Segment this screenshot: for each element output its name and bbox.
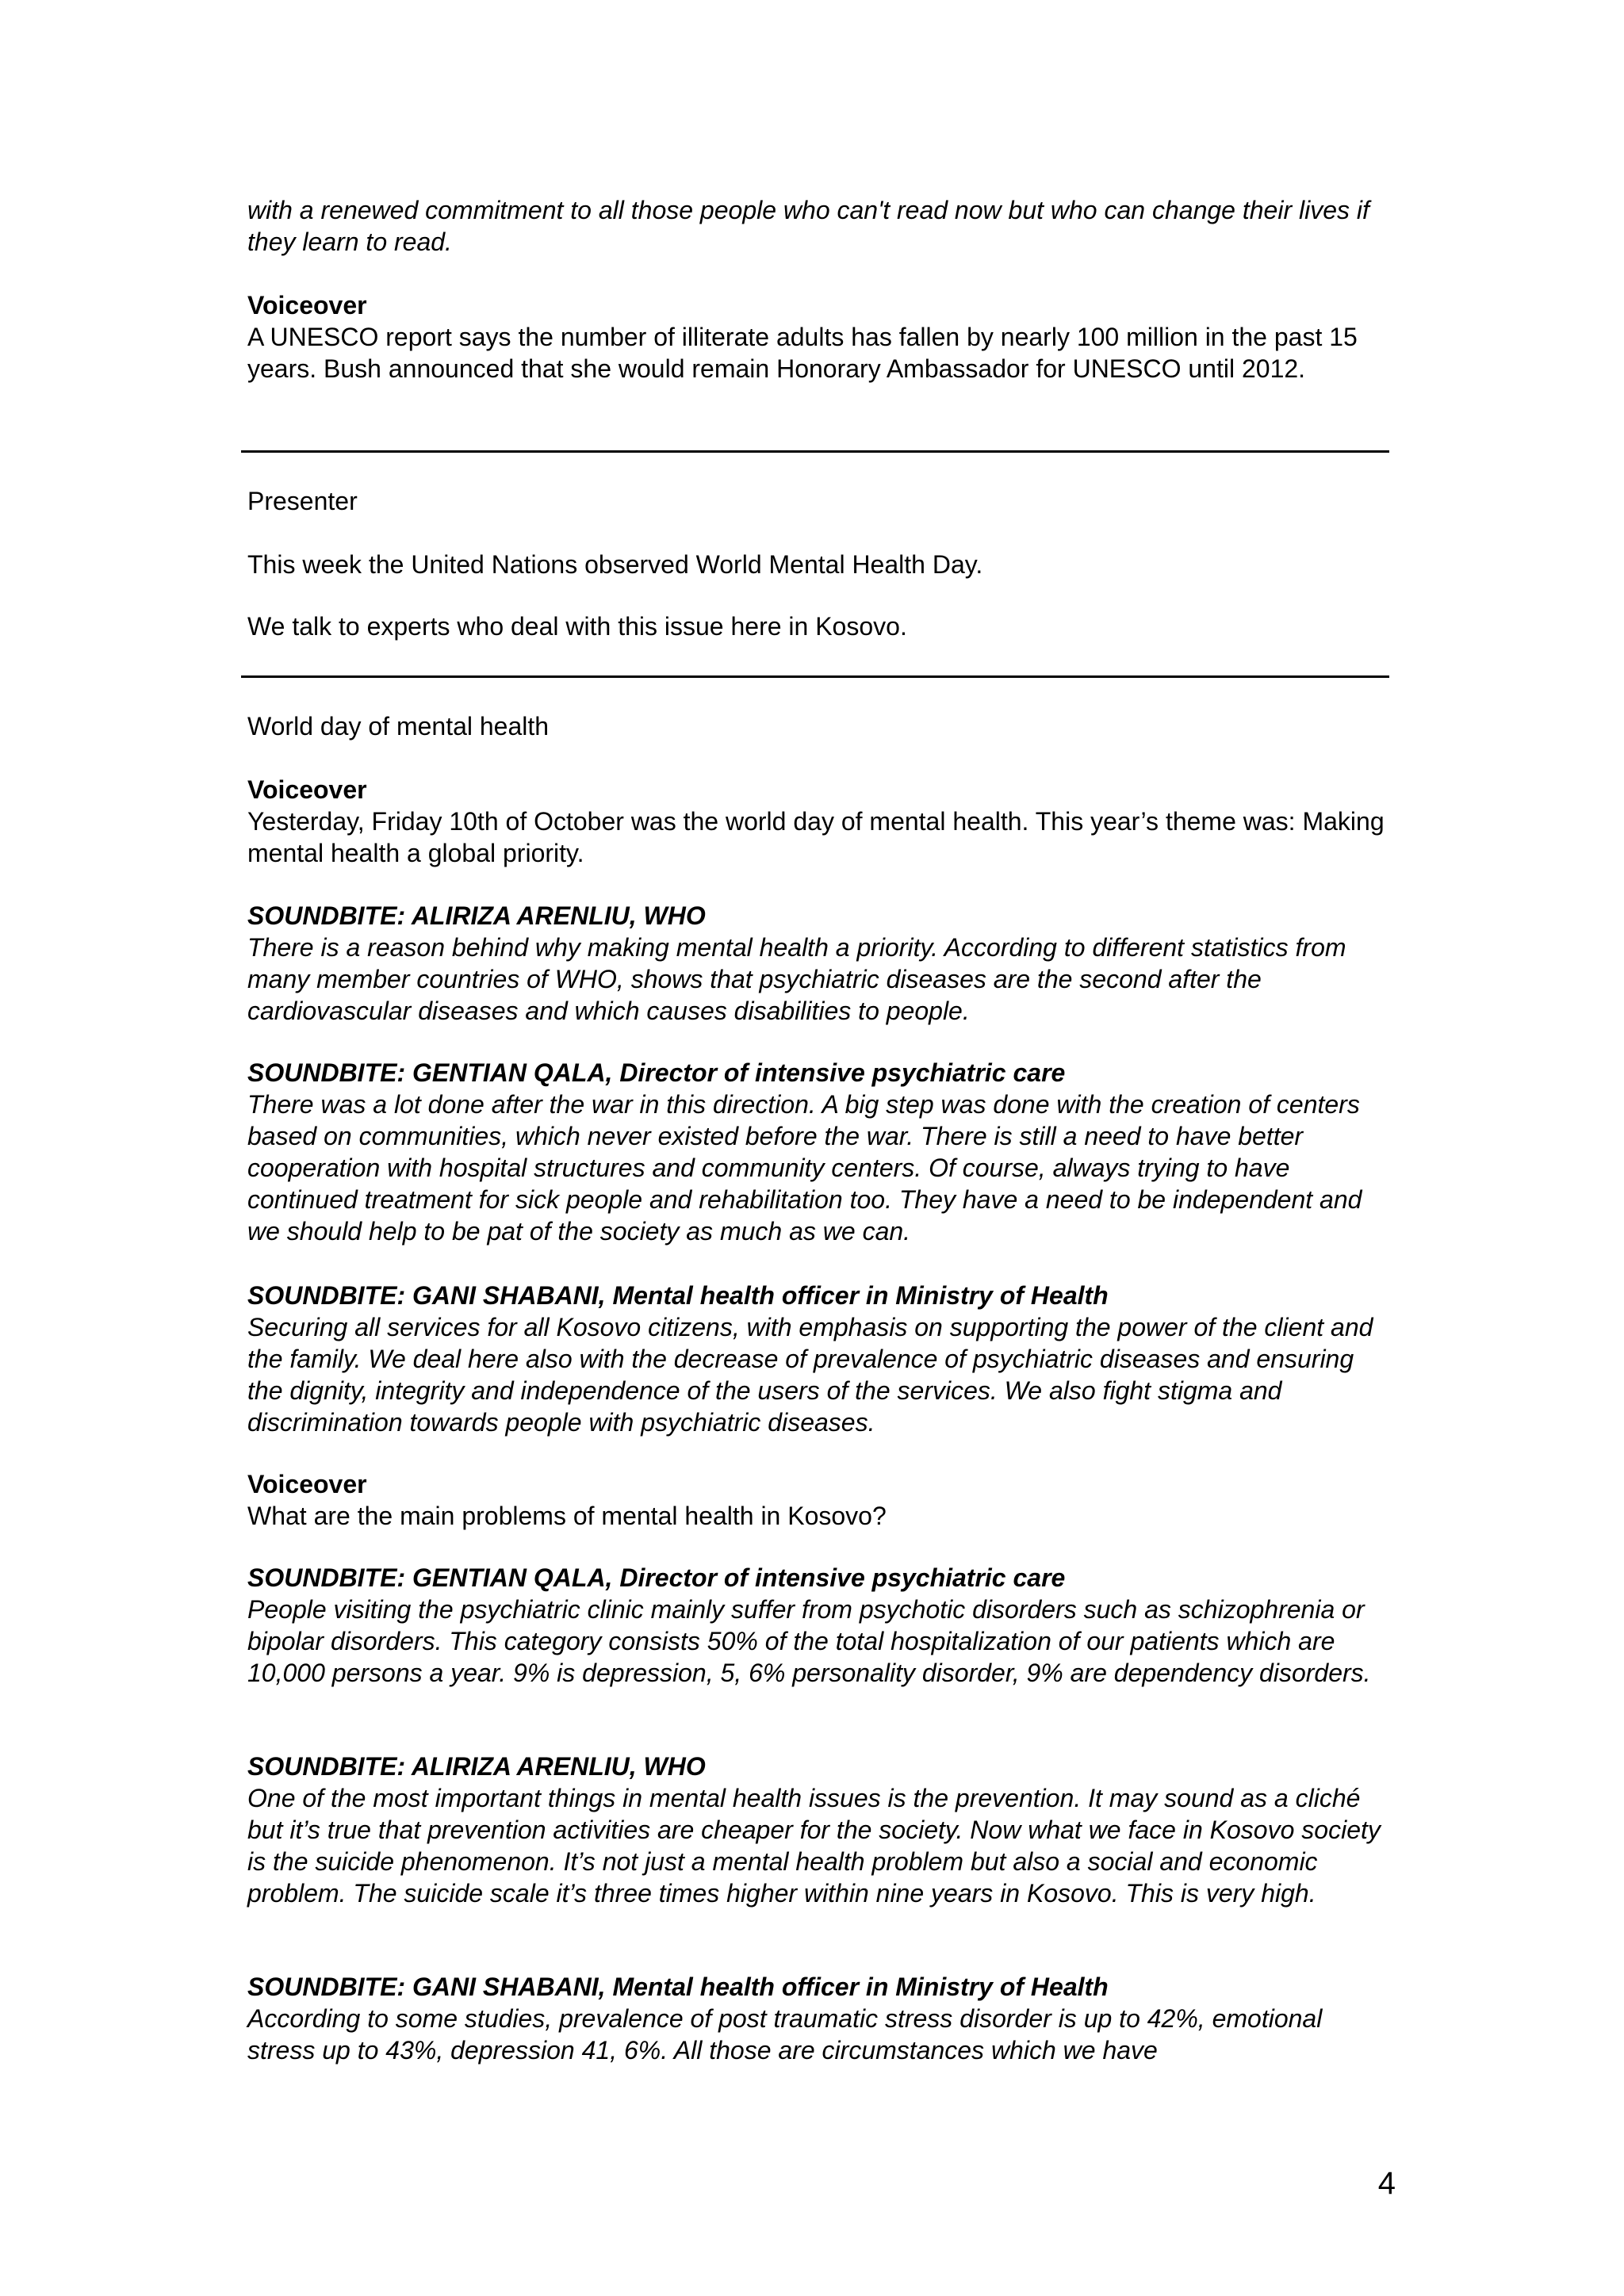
soundbite-speaker: SOUNDBITE: ALIRIZA ARENLIU, WHO <box>247 901 706 930</box>
voiceover-text: A UNESCO report says the number of illiterate adults has fallen by nearly 100 million in the past 15 years. Bush announced that she would remain Honorary Ambassador for UNESCO until 2012. <box>247 323 1358 383</box>
soundbite-quote: There was a lot done after the war in this direction. A big step was done with the creation of centers based on communities, which never existed before the war. There is still a need to have better cooperation with hospital structures and community centers. Of course, always trying to have continued treatment for sick people and rehabilitation too. They have a need to be independent and we should help to be pat of the society as much as we can. <box>247 1090 1362 1246</box>
voiceover-block <box>247 1468 1389 1532</box>
presenter-line: We talk to experts who deal with this issue here in Kosovo. <box>247 612 907 641</box>
voiceover-text: What are the main problems of mental health in Kosovo? <box>247 1502 887 1530</box>
story-title: World day of mental health <box>247 712 550 740</box>
soundbite-block <box>247 900 1389 1027</box>
soundbite-block <box>247 1057 1389 1247</box>
soundbite-speaker: SOUNDBITE: ALIRIZA ARENLIU, WHO <box>247 1752 706 1781</box>
voiceover-label: Voiceover <box>247 775 367 804</box>
voiceover-label: Voiceover <box>247 291 367 320</box>
unesco-voiceover <box>247 289 1389 385</box>
soundbite-block <box>247 1971 1389 2066</box>
soundbite-speaker: SOUNDBITE: GANI SHABANI, Mental health officer in Ministry of Health <box>247 1973 1109 2001</box>
section-divider <box>241 450 1389 453</box>
soundbite-speaker: SOUNDBITE: GENTIAN QALA, Director of intensive psychiatric care <box>247 1058 1066 1087</box>
presenter-label: Presenter <box>247 487 358 515</box>
soundbite-quote: Securing all services for all Kosovo citizens, with emphasis on supporting the power of the client and the family. We deal here also with the decrease of prevalence of psychiatric diseases and ensuring the dignity, integrity and independence of the users of the services. We also fight stigma and discrimination towards people with psychiatric diseases. <box>247 1313 1373 1437</box>
quote-continuation: with a renewed commitment to all those people who can't read now but who can change their lives if they learn to read. <box>247 196 1369 256</box>
soundbite-block <box>247 1751 1389 1909</box>
soundbite-speaker: SOUNDBITE: GANI SHABANI, Mental health officer in Ministry of Health <box>247 1281 1109 1310</box>
soundbite-block <box>247 1280 1389 1438</box>
voiceover-label: Voiceover <box>247 1470 367 1498</box>
soundbite-speaker: SOUNDBITE: GENTIAN QALA, Director of intensive psychiatric care <box>247 1563 1066 1592</box>
soundbite-quote: One of the most important things in mental health issues is the prevention. It may sound as a cliché but it’s true that prevention activities are cheaper for the society. Now what we face in Kosovo society is the suicide phenomenon. It’s not just a mental health problem but also a social and economic problem. The suicide scale it’s three times higher within nine years in Kosovo. This is very high. <box>247 1784 1381 1908</box>
soundbite-quote: According to some studies, prevalence of post traumatic stress disorder is up to 42%, emotional stress up to 43%, depression 41, 6%. All those are circumstances which we have <box>247 2004 1323 2064</box>
presenter-line: This week the United Nations observed World Mental Health Day. <box>247 550 983 579</box>
section-divider <box>241 675 1389 678</box>
soundbite-quote: There is a reason behind why making mental health a priority. According to different statistics from many member countries of WHO, shows that psychiatric diseases are the second after the cardiovascular diseases and which causes disabilities to people. <box>247 933 1346 1025</box>
soundbite-quote: People visiting the psychiatric clinic mainly suffer from psychotic disorders such as schizophrenia or bipolar disorders. This category consists 50% of the total hospitalization of our patients which are 10,000 persons a year. 9% is depression, 5, 6% personality disorder, 9% are dependency disorders. <box>247 1595 1371 1687</box>
voiceover-block <box>247 774 1389 869</box>
soundbite-block <box>247 1562 1389 1689</box>
page-number: 4 <box>1377 2166 1396 2201</box>
voiceover-text: Yesterday, Friday 10th of October was the world day of mental health. This year’s theme was: Making mental health a global priority. <box>247 807 1385 867</box>
